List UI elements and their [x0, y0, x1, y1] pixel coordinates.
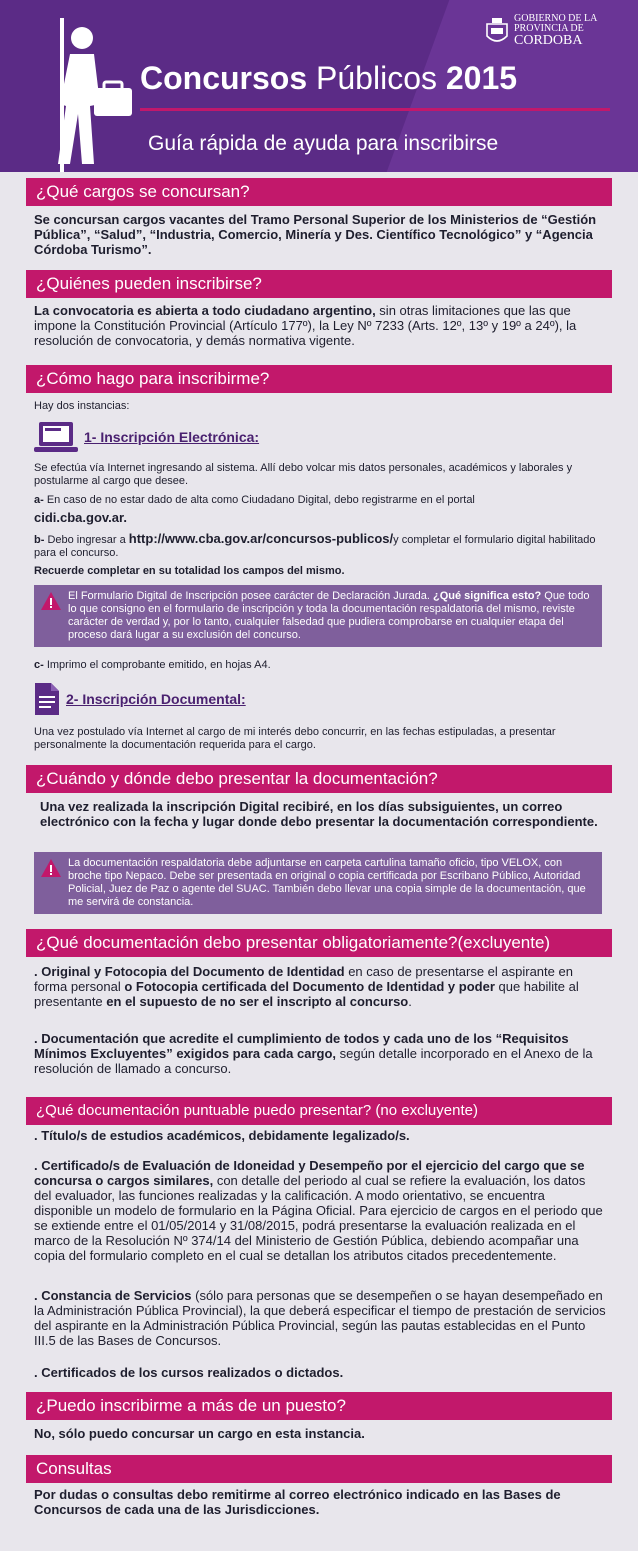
puntuable-item-4: . Certificados de los cursos realizados o dictados. — [34, 1365, 344, 1380]
item-a-text: En caso de no estar dado de alta como Ciudadano Digital, debo registrarme en el portal — [43, 494, 475, 506]
item-a — [34, 494, 606, 507]
punt-2-b: . Certificado/s de Evaluación de Idoneidad y Desempeño por el ejercicio del cargo que se concursa o cargos similares, — [34, 1158, 585, 1188]
quienes-rest: sin otras limitaciones que las que impone la Constitución Provincial (Artículo 177º), la Ley Nº 7233 (Arts. 12º, 13º y 19º a 24º), la resolución de convocatoria, y demás normativa vigente. — [34, 303, 577, 348]
step-2-description: Una vez postulado vía Internet al cargo de mi interés debo concurrir, en las fechas estipuladas, a presentar personalmente la documentación requerida para el cargo. — [34, 726, 556, 751]
warning-icon — [40, 591, 62, 611]
section-heading-cargos: ¿Qué cargos se concursan? — [26, 178, 612, 206]
section-heading-puntuable: ¿Qué documentación puntuable puedo presentar? (no excluyente) — [26, 1097, 612, 1125]
section-body-cargos: Se concursan cargos vacantes del Tramo Personal Superior de los Ministerios de “Gestión Pública”, “Salud”, “Industria, Comercio, Minería y Des. Científico Tecnológico” y “Agencia Córdoba Turismo”. — [34, 212, 597, 257]
punt-3-b: . Constancia de Servicios — [34, 1288, 192, 1303]
section-heading-obligatoria: ¿Qué documentación debo presentar obligatoriamente?(excluyente) — [26, 929, 612, 957]
item-b — [34, 532, 606, 560]
obl-1-b2: o Fotocopia certificada del Documento de Identidad y poder — [124, 979, 495, 994]
title-year: 2015 — [445, 60, 518, 96]
section-body-quienes — [34, 303, 606, 348]
item-b-text-1: Debo ingresar a — [44, 534, 129, 546]
warn2-text: La documentación respaldatoria debe adjuntarse en carpeta cartulina tamaño oficio, tipo VELOX, con broche tipo Nepaco. Debe ser presentada en original o copia certificada por Escribano Público, Autoridad Policial, Juez de Paz o agente del SUAC. También debo llevar una copia simple de la documentación, que me servirá de constancia. — [68, 857, 586, 908]
item-c-label: c- — [34, 659, 44, 671]
item-c-text: Imprimo el comprobante emitido, en hojas A4. — [43, 659, 271, 671]
quienes-bold: La convocatoria es abierta a todo ciudadano argentino, — [34, 303, 376, 318]
item-c — [34, 659, 606, 672]
title-bold: Concursos — [140, 60, 308, 96]
como-intro: Hay dos instancias: — [34, 400, 130, 412]
gov-line-1: GOBIERNO DE LA — [514, 13, 598, 24]
warn1-a: El Formulario Digital de Inscripción posee carácter de Declaración Jurada. — [68, 590, 434, 602]
puntuable-item-3 — [34, 1288, 606, 1348]
item-b-label: b- — [34, 534, 45, 546]
warn1-c: Que todo lo que consigno en el formulario de inscripción y toda la documentación respaldatoria del mismo, reviste carácter de verdad y, por lo tanto, cualquier falsedad que pudiera comprobarse en cualquier etapa del proceso dará lugar a su exclusión del concurso. — [68, 590, 590, 641]
item-b-text-2: y completar el formulario digital habilitado para el concurso. — [34, 534, 596, 559]
obligatoria-item-1 — [34, 964, 606, 1009]
recuerde-note: Recuerde completar en su totalidad los campos del mismo. — [34, 565, 345, 577]
section-heading-quienes: ¿Quiénes pueden inscribirse? — [26, 270, 612, 298]
step-2-heading — [34, 682, 246, 716]
puntuable-item-2 — [34, 1158, 606, 1263]
page-subtitle: Guía rápida de ayuda para inscribirse — [148, 132, 499, 155]
section-body-cuando: Una vez realizada la inscripción Digital recibiré, en los días subsiguientes, un correo electrónico con la fecha y lugar donde debo presentar la documentación correspondiente. — [40, 799, 598, 829]
item-a-label: a- — [34, 494, 44, 506]
step-2-label: 2- Inscripción Documental: — [66, 691, 246, 707]
warn1-b: ¿Qué significa esto? — [433, 590, 542, 602]
warning-icon — [40, 858, 62, 878]
laptop-icon — [34, 420, 78, 454]
title-rule — [140, 108, 610, 111]
document-icon — [34, 682, 60, 716]
step-1-label: 1- Inscripción Electrónica: — [84, 429, 260, 445]
obl-1-b3: en el supuesto de no ser el inscripto al concurso — [106, 994, 409, 1009]
obl-1-t3: . — [408, 994, 412, 1009]
documentacion-warning — [34, 852, 602, 914]
punt-2-t: con detalle del periodo al cual se refiere la evaluación, los datos del evaluador, las funciones realizadas y la calificación. A modo orientativo, se encuentra disponible un modelo de formulario en la Página Oficial. Para ejercicio de cargos en el periodo que se extiende entre el 01/05/2014 y 31/08/2015, podrá presentarse la evaluación realizada en el marco de la Resolución Nº 374/14 del Ministerio de Gestión Pública, debiendo acompañar una copia del formulario completo en el cual se detallan los atributos citados precedentemente. — [34, 1173, 603, 1263]
section-body-consultas: Por dudas o consultas debo remitirme al correo electrónico indicado en las Bases de Concursos de cada una de las Jurisdicciones. — [34, 1487, 561, 1517]
step-1-description: Se efectúa vía Internet ingresando al sistema. Allí debo volcar mis datos personales, académicos y laborales y postularme al cargo que desee. — [34, 462, 573, 487]
title-normal: Públicos — [316, 60, 437, 96]
section-heading-consultas: Consultas — [26, 1455, 612, 1483]
obl-2-t: según detalle incorporado en el Anexo de la resolución de llamado a concurso. — [34, 1046, 593, 1076]
government-logo — [484, 14, 597, 48]
obl-1-t2: que habilite al presentante — [34, 979, 579, 1009]
gov-line-2: PROVINCIA DE — [514, 23, 584, 34]
step-1-heading — [34, 420, 259, 454]
obl-1-b1: . Original y Fotocopia del Documento de Identidad — [34, 964, 345, 979]
gov-line-3: CORDOBA — [514, 33, 583, 48]
section-heading-cuando: ¿Cuándo y dónde debo presentar la documentación? — [26, 765, 612, 793]
person-with-briefcase-icon — [20, 14, 140, 172]
header-banner — [0, 0, 638, 172]
cidi-link[interactable]: cidi.cba.gov.ar. — [34, 510, 127, 525]
puntuable-item-1: . Título/s de estudios académicos, debidamente legalizado/s. — [34, 1128, 410, 1143]
concursos-link[interactable]: http://www.cba.gov.ar/concursos-publicos/ — [128, 531, 394, 546]
page-title — [140, 60, 517, 97]
section-body-puesto: No, sólo puedo concursar un cargo en esta instancia. — [34, 1426, 365, 1441]
punt-3-t: (sólo para personas que se desempeñen o se hayan desempeñado en la Administración Pública Provincial), la que deberá especificar el tiempo de prestación de servicios del aspirante en la Administración Pública Provincial, según las pautas establecidas en el Punto III.5 de las Bases de Concursos. — [34, 1288, 606, 1348]
obligatoria-item-2 — [34, 1031, 606, 1076]
obl-1-t1: en caso de presentarse el aspirante en forma personal — [34, 964, 573, 994]
coat-of-arms-icon — [484, 16, 510, 46]
section-heading-puesto: ¿Puedo inscribirme a más de un puesto? — [26, 1392, 612, 1420]
section-heading-como: ¿Cómo hago para inscribirme? — [26, 365, 612, 393]
declaracion-jurada-warning — [34, 585, 602, 647]
obl-2-b: . Documentación que acredite el cumplimiento de todos y cada uno de los “Requisitos Mínimos Excluyentes” exigidos para cada cargo, — [34, 1031, 569, 1061]
